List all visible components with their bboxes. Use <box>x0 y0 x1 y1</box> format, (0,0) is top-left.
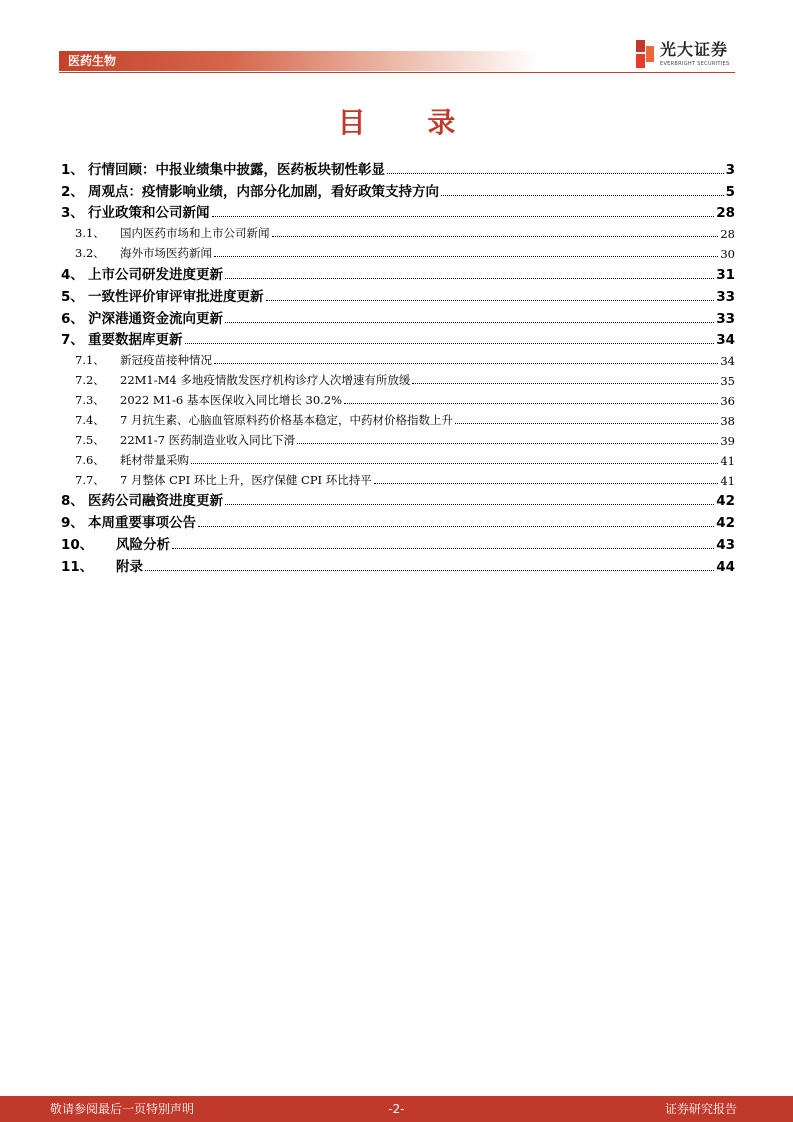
toc-entry-number: 3.1、 <box>75 226 105 241</box>
toc-entry[interactable] <box>61 221 735 241</box>
toc-leader-dots <box>225 322 714 323</box>
toc-entry-title: 附录 <box>116 558 143 575</box>
toc-entry-page: 36 <box>720 394 735 409</box>
toc-entry-page: 28 <box>720 227 735 242</box>
toc-entry-number: 1、 <box>61 161 84 178</box>
toc-entry-page: 42 <box>716 493 735 510</box>
logo-text-cn: 光大证券 <box>660 40 729 59</box>
toc-entry-page: 33 <box>716 288 735 305</box>
toc-entry[interactable] <box>61 553 735 575</box>
toc-leader-dots <box>198 526 714 527</box>
toc-entry-title: 耗材带量采购 <box>120 452 189 467</box>
company-logo <box>636 40 736 72</box>
toc-entry-number: 5、 <box>61 288 84 305</box>
toc-entry-number: 11、 <box>61 558 94 575</box>
toc-entry-page: 30 <box>720 247 735 262</box>
toc-entry-number: 9、 <box>61 515 84 532</box>
toc-entry-page: 41 <box>720 453 735 468</box>
toc-entry[interactable] <box>61 327 735 349</box>
toc-leader-dots <box>266 300 715 301</box>
toc-entry[interactable] <box>61 200 735 222</box>
toc-leader-dots <box>374 483 719 484</box>
toc-entry[interactable] <box>61 348 735 368</box>
toc-leader-dots <box>214 256 718 257</box>
footer-report-type: 证券研究报告 <box>664 1102 737 1116</box>
toc-entry-number: 10、 <box>61 536 94 553</box>
toc-entry[interactable] <box>61 531 735 553</box>
toc-entry-title: 国内医药市场和上市公司新闻 <box>120 226 270 241</box>
toc-entry-number: 3.2、 <box>75 246 105 261</box>
toc-entry-number: 2、 <box>61 183 84 200</box>
toc-entry-title: 22M1-7 医药制造业收入同比下滑 <box>120 432 296 447</box>
header-rule <box>59 72 735 73</box>
toc-entry-number: 3、 <box>61 205 84 222</box>
toc-entry-page: 41 <box>720 473 735 488</box>
toc-leader-dots <box>297 443 718 444</box>
toc-entry-page: 38 <box>720 413 735 428</box>
toc-entry-number: 7.2、 <box>75 373 105 388</box>
toc-entry[interactable] <box>61 509 735 531</box>
toc-leader-dots <box>145 570 714 571</box>
toc-entry-title: 风险分析 <box>116 536 170 553</box>
toc-leader-dots <box>441 195 724 196</box>
toc-entry[interactable] <box>61 488 735 510</box>
toc-entry-page: 43 <box>716 536 735 553</box>
toc-entry[interactable] <box>61 156 735 178</box>
toc-entry[interactable] <box>61 468 735 488</box>
footer-bar <box>0 1096 793 1122</box>
toc-entry-page: 44 <box>716 558 735 575</box>
toc-entry[interactable] <box>61 448 735 468</box>
toc-entry-page: 39 <box>720 433 735 448</box>
toc-entry-number: 6、 <box>61 310 84 327</box>
toc-entry-number: 7.5、 <box>75 432 105 447</box>
toc-leader-dots <box>172 548 714 549</box>
toc-entry-number: 7.1、 <box>75 353 105 368</box>
toc-leader-dots <box>225 504 714 505</box>
toc-entry-page: 31 <box>716 266 735 283</box>
toc-leader-dots <box>214 363 718 364</box>
toc-entry-title: 一致性评价审评审批进度更新 <box>88 288 264 305</box>
toc-entry-title: 行业政策和公司新闻 <box>88 205 210 222</box>
toc-entry[interactable] <box>61 428 735 448</box>
toc-leader-dots <box>387 173 724 174</box>
logo-mark-icon <box>636 40 654 68</box>
toc-entry[interactable] <box>61 388 735 408</box>
toc-entry[interactable] <box>61 178 735 200</box>
toc-entry[interactable] <box>61 305 735 327</box>
toc-entry-title: 周观点：疫情影响业绩，内部分化加剧，看好政策支持方向 <box>88 183 439 200</box>
logo-text-en: EVERBRIGHT SECURITIES <box>660 61 730 67</box>
toc-entry-page: 35 <box>720 374 735 389</box>
toc-leader-dots <box>225 278 714 279</box>
toc-entry-title: 医药公司融资进度更新 <box>88 493 223 510</box>
toc-entry-title: 22M1-M4 多地疫情散发医疗机构诊疗人次增速有所放缓 <box>120 373 411 388</box>
toc-entry-number: 7.7、 <box>75 472 105 487</box>
header-band <box>59 51 539 71</box>
toc-entry-page: 34 <box>716 332 735 349</box>
toc-entry-page: 3 <box>725 161 735 178</box>
toc-entry[interactable] <box>61 241 735 261</box>
toc-entry-title: 7 月抗生素、心脑血管原料药价格基本稳定，中药材价格指数上升 <box>120 412 453 427</box>
toc-entry-page: 33 <box>716 310 735 327</box>
toc-entry-page: 5 <box>725 183 735 200</box>
toc-entry[interactable] <box>61 368 735 388</box>
toc-entry-number: 7.4、 <box>75 412 105 427</box>
page-title: 目 录 <box>337 106 482 139</box>
toc-entry-title: 上市公司研发进度更新 <box>88 266 223 283</box>
toc-entry-title: 新冠疫苗接种情况 <box>120 353 212 368</box>
toc-entry-number: 7、 <box>61 332 84 349</box>
toc-entry-title: 本周重要事项公告 <box>88 515 196 532</box>
toc-entry-page: 42 <box>716 515 735 532</box>
toc-entry[interactable] <box>61 261 735 283</box>
toc-leader-dots <box>212 216 715 217</box>
toc-entry-title: 7 月整体 CPI 环比上升，医疗保健 CPI 环比持平 <box>120 472 372 487</box>
toc-entry[interactable] <box>61 283 735 305</box>
toc-entry[interactable] <box>61 408 735 428</box>
toc-entry-title: 沪深港通资金流向更新 <box>88 310 223 327</box>
toc-entry-title: 海外市场医药新闻 <box>120 246 212 261</box>
footer-disclaimer: 敬请参阅最后一页特别声明 <box>50 1102 195 1116</box>
toc-entry-number: 7.6、 <box>75 452 105 467</box>
toc-leader-dots <box>412 383 718 384</box>
page-number: -2- <box>388 1102 405 1116</box>
toc-entry-number: 7.3、 <box>75 393 105 408</box>
toc-entry-title: 2022 M1-6 基本医保收入同比增长 30.2% <box>120 393 343 408</box>
toc-leader-dots <box>455 423 718 424</box>
toc-leader-dots <box>191 463 718 464</box>
toc-entry-page: 34 <box>720 354 735 369</box>
toc-leader-dots <box>272 236 719 237</box>
toc-entry-number: 4、 <box>61 266 84 283</box>
table-of-contents <box>61 156 735 575</box>
toc-entry-number: 8、 <box>61 493 84 510</box>
toc-entry-title: 行情回顾：中报业绩集中披露，医药板块韧性彰显 <box>88 161 385 178</box>
section-label: 医药生物 <box>68 54 117 68</box>
toc-entry-page: 28 <box>716 205 735 222</box>
toc-leader-dots <box>344 403 718 404</box>
toc-leader-dots <box>185 343 715 344</box>
toc-entry-title: 重要数据库更新 <box>88 332 183 349</box>
